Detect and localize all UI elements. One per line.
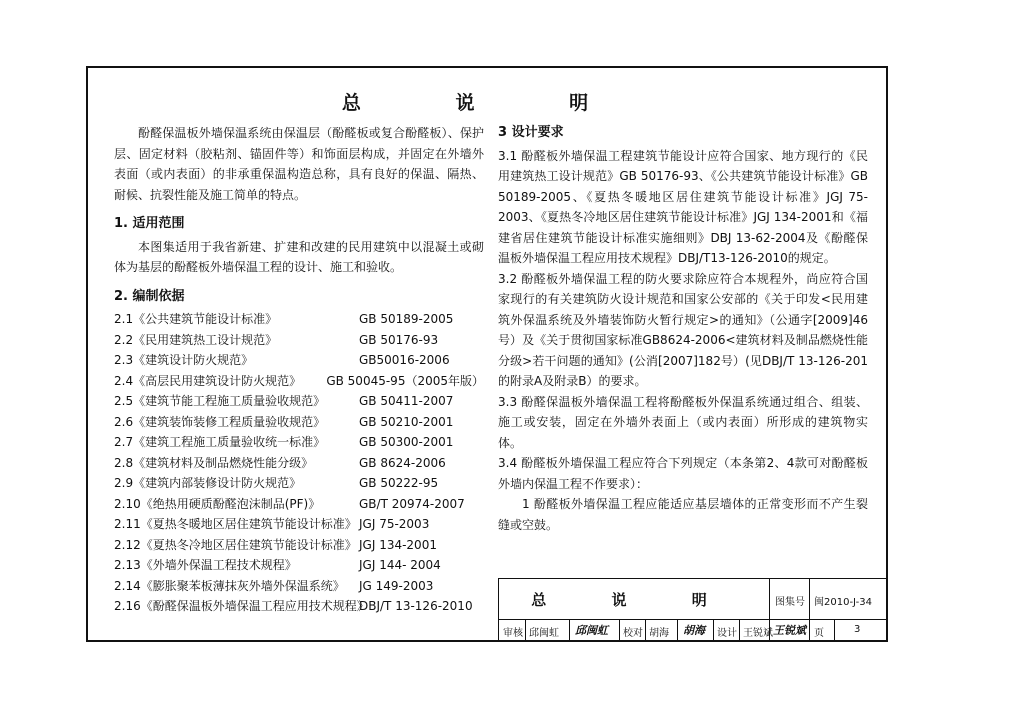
title-block-top-row [499, 579, 888, 620]
page-title: 总 说 明 [341, 92, 633, 114]
reference-code: JG 149-2003 [359, 578, 434, 593]
reference-code: JGJ 144- 2004 [359, 558, 441, 572]
reference-name: 2.10《绝热用硬质酚醛泡沫制品(PF)》 [114, 496, 321, 511]
reference-name: 2.6《建筑装饰装修工程质量验收规范》 [114, 414, 326, 429]
reference-row [114, 596, 484, 617]
reference-list [114, 309, 484, 617]
reference-name: 2.16《酚醛保温板外墙保温工程应用技术规程》 [114, 599, 369, 613]
section-3-1-text: 3.1 酚醛板外墙保温工程建筑节能设计应符合国家、地方现行的《民用建筑热工设计规范》GB 50176-93、《公共建筑节能设计标准》GB 50189-2005、《夏热冬暖地区居住建筑节能设计标准》JGJ 75-2003、《夏热冬冷地区居住建筑节能设计标准》JGJ 134-2001和《福建省居住建筑节能设计标准实施细则》DBJ 13-62-2004及《酚醛保温板外墙保温工程应用技术规程》DBJ/T13-126-2010的规定。 [498, 148, 868, 265]
reference-row [114, 494, 484, 515]
reference-name: 2.14《膨胀聚苯板薄抹灰外墙外保温系统》 [114, 578, 345, 593]
reference-row [114, 330, 484, 351]
reference-code: GB 50045-95（2005年版） [326, 373, 484, 388]
reference-row [114, 453, 484, 474]
reference-name: 2.11《夏热冬暖地区居住建筑节能设计标准》 [114, 517, 357, 531]
reference-row [114, 412, 484, 433]
reference-name: 2.12《夏热冬冷地区居住建筑节能设计标准》 [114, 537, 357, 552]
section-2-heading: 2. 编制依据 [114, 288, 185, 304]
review-signature: 邱闽虹 [575, 624, 608, 637]
reference-code: GB50016-2006 [359, 353, 450, 367]
reference-row [114, 350, 484, 371]
reference-name: 2.13《外墙外保温工程技术规程》 [114, 558, 297, 572]
page-label: 页 [814, 628, 824, 639]
left-column [114, 123, 484, 617]
reference-row [114, 473, 484, 494]
reference-code: GB 50176-93 [359, 332, 439, 347]
reference-row [114, 391, 484, 412]
section-3-heading: 3 设计要求 [498, 125, 564, 140]
reference-row [114, 371, 484, 392]
page-number: 3 [854, 624, 861, 635]
review-label: 审核 [503, 628, 523, 639]
check-signature: 胡海 [683, 624, 705, 637]
reference-name: 2.9《建筑内部装修设计防火规范》 [114, 476, 302, 490]
reference-code: JGJ 134-2001 [359, 537, 437, 552]
drawing-sheet [86, 66, 888, 642]
check-name: 胡海 [649, 628, 669, 639]
reference-code: DBJ/T 13-126-2010 [359, 599, 473, 613]
reference-row [114, 555, 484, 576]
reference-name: 2.2《民用建筑热工设计规范》 [114, 332, 278, 347]
reference-code: GB 50222-95 [359, 476, 439, 490]
reference-row [114, 432, 484, 453]
reference-code: JGJ 75-2003 [359, 517, 430, 531]
section-1-heading: 1. 适用范围 [114, 216, 185, 231]
reference-row [114, 309, 484, 330]
check-label: 校对 [623, 628, 643, 639]
reference-code: GB 8624-2006 [359, 455, 446, 470]
right-column [498, 123, 868, 535]
design-label: 设计 [717, 628, 737, 639]
reference-code: GB 50300-2001 [359, 435, 454, 449]
review-name: 邱闽虹 [529, 628, 559, 639]
section-3-4-item-1: 1 酚醛板外墙保温工程应能适应基层墙体的正常变形而不产生裂缝或空鼓。 [498, 497, 868, 532]
reference-code: GB/T 20974-2007 [359, 496, 465, 511]
section-1-text: 本图集适用于我省新建、扩建和改建的民用建筑中以混凝土或砌体为基层的酚醛板外墙保温工程的设计、施工和验收。 [114, 239, 484, 274]
reference-name: 2.8《建筑材料及制品燃烧性能分级》 [114, 455, 314, 470]
atlas-label: 图集号 [775, 597, 805, 608]
atlas-number: 闽2010-J-34 [814, 597, 872, 608]
reference-row [114, 535, 484, 556]
design-name: 王锐斌 [743, 628, 773, 639]
reference-name: 2.7《建筑工程施工质量验收统一标准》 [114, 435, 326, 449]
section-3-4-text: 3.4 酚醛板外墙保温工程应符合下列规定（本条第2、4款可对酚醛板外墙内保温工程不作要求）： [498, 456, 868, 491]
reference-code: GB 50210-2001 [359, 414, 454, 429]
title-block-bottom-row [499, 619, 888, 641]
reference-name: 2.4《高层民用建筑设计防火规范》 [114, 373, 302, 388]
intro-paragraph: 酚醛保温板外墙保温系统由保温层（酚醛板或复合酚醛板）、保护层、固定材料（胶粘剂、锚固件等）和饰面层构成，并固定在外墙外表面（或内表面）的非承重保温构造总称，具有良好的保温、隔热、耐候、抗裂性能及施工简单的特点。 [114, 126, 484, 202]
section-3-2-text: 3.2 酚醛板外墙保温工程的防火要求除应符合本规程外，尚应符合国家现行的有关建筑防火设计规范和国家公安部的《关于印发<民用建筑外保温系统及外墙装饰防火暂行规定>的通知》（公通字[2009]46号）及《关于贯彻国家标准GB8624-2006<建筑材料及制品燃烧性能分级>若干问题的通知》(公消[2007]182号）(见DBJ/T 13-126-201的附录A及附录B）的要求。 [498, 271, 868, 388]
reference-row [114, 514, 484, 535]
reference-code: GB 50411-2007 [359, 394, 454, 408]
reference-name: 2.1《公共建筑节能设计标准》 [114, 312, 278, 326]
reference-row [114, 576, 484, 597]
reference-name: 2.5《建筑节能工程施工质量验收规范》 [114, 394, 326, 408]
title-block-title: 总 说 明 [531, 591, 737, 609]
section-3-3-text: 3.3 酚醛保温板外墙保温工程将酚醛板外保温系统通过组合、组装、施工或安装，固定在外墙外表面上（或内表面）所形成的建筑物实体。 [498, 394, 868, 450]
reference-code: GB 50189-2005 [359, 312, 454, 326]
design-signature: 王锐斌 [773, 624, 806, 637]
reference-name: 2.3《建筑设计防火规范》 [114, 353, 254, 367]
title-block [498, 578, 888, 640]
